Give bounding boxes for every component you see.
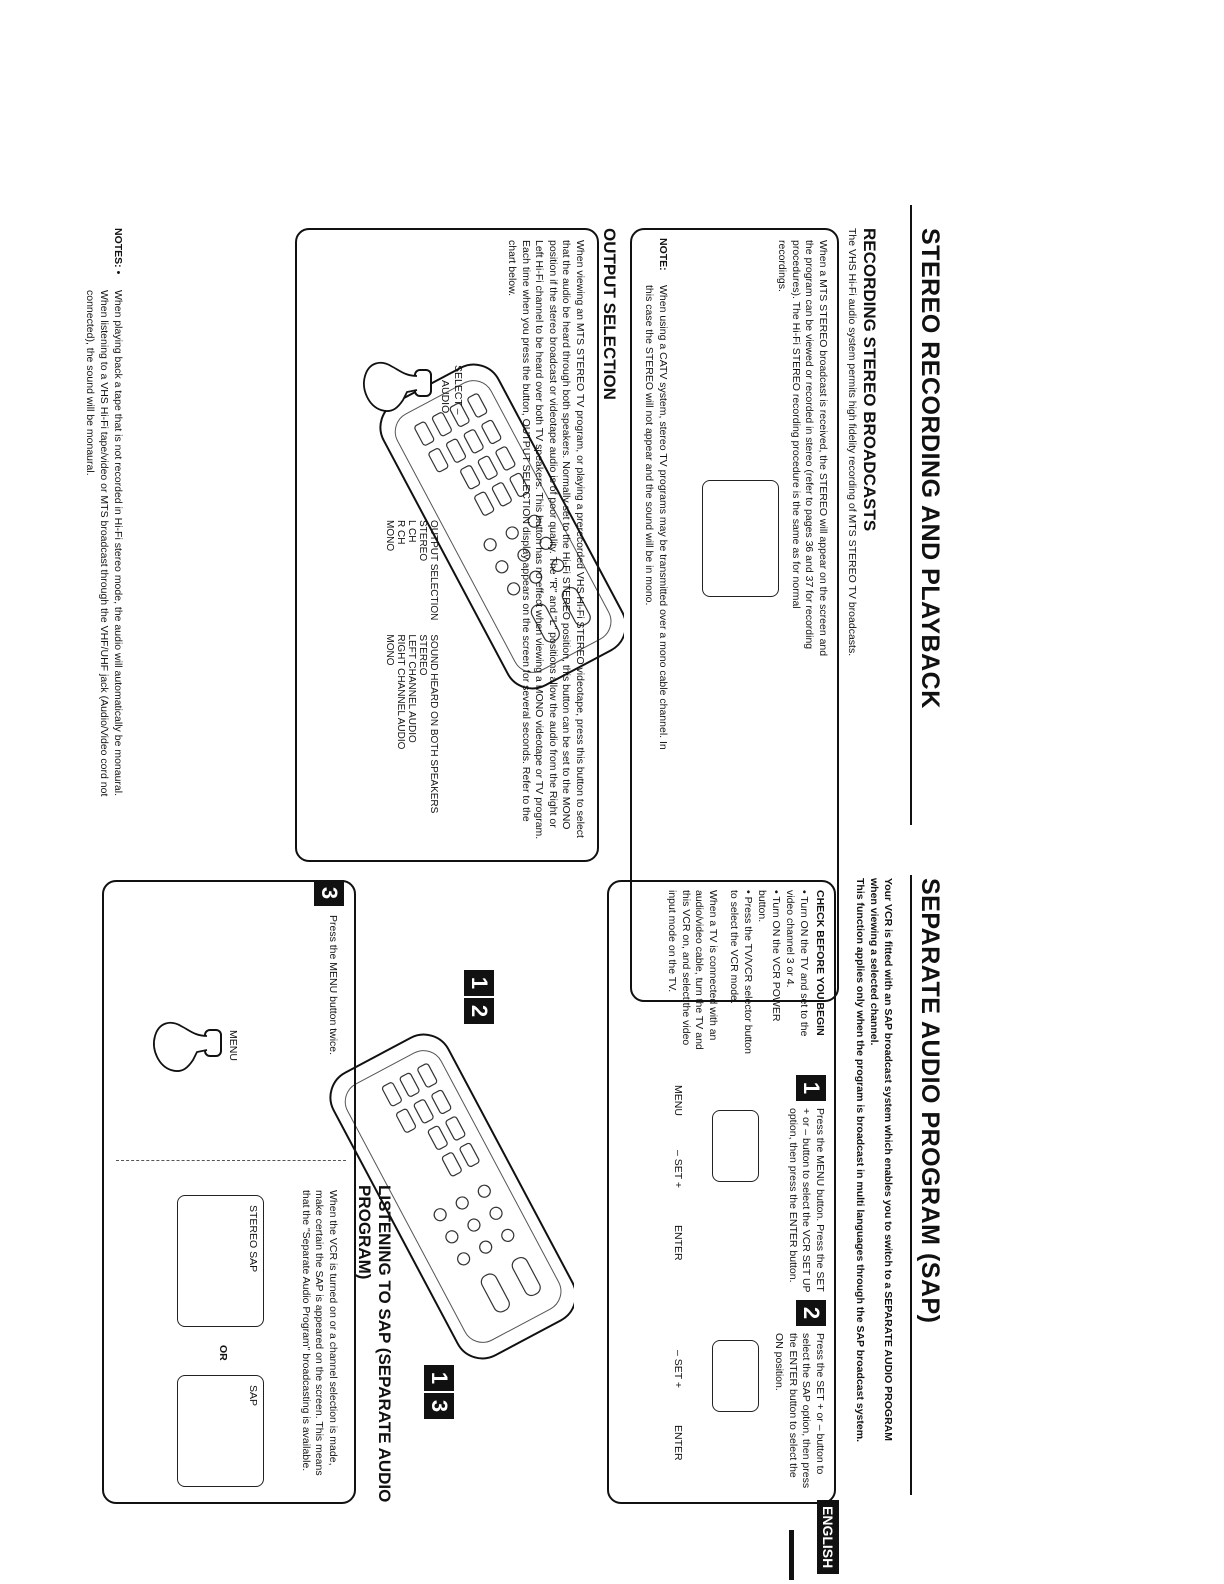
title-rule-right <box>910 875 912 1495</box>
recording-intro: The VHS Hi-Fi audio system permits high fidelity recording of MTS STEREO TV broadcasts. <box>846 228 858 657</box>
select-label: SELECT – <box>452 365 464 415</box>
english-badge: ENGLISH <box>817 1500 839 1574</box>
check-extra: When a TV is connected with an audio/video cable, turn the TV and this VCR on, and select the video input mode on the TV. <box>666 890 719 1050</box>
badge-a-1: 1 <box>464 970 494 996</box>
stereo-title: STEREO RECORDING AND PLAYBACK <box>916 228 944 709</box>
table-cell: LEFT CHANNEL AUDIO <box>406 634 417 743</box>
step1-label-enter: ENTER <box>672 1225 684 1261</box>
step3-number: 3 <box>314 880 344 906</box>
badge-b-3: 3 <box>424 1393 454 1419</box>
step1-screen <box>712 1110 759 1182</box>
table-cell: STEREO <box>417 520 428 562</box>
step1-text: Press the MENU button. Press the SET + or – button to select the VCR SET UP option, then press the ENTER button. <box>787 1108 826 1293</box>
table-header-output: OUTPUT SELECTION <box>428 520 439 621</box>
table-row <box>417 520 428 827</box>
step2-label-set: – SET + <box>672 1350 684 1389</box>
note-text: When using a CATV system, stereo TV programs may be transmitted over a mono cable channel. In this case the STEREO will not appear and the sound will be in mono. <box>643 285 669 750</box>
stereo-screen <box>702 480 779 597</box>
hand-menu-icon <box>149 1000 229 1090</box>
table-row <box>406 520 417 827</box>
notes-label: NOTES: • <box>112 228 124 275</box>
sap-screen-b-text: SAP <box>247 1385 259 1407</box>
table-cell: MONO <box>384 634 395 666</box>
check-item-1: • Turn ON the TV and set to the video channel 3 or 4. <box>784 890 810 1037</box>
notes-item-2: When listening to a VHS Hi-Fi tape/video or MTS broadcast through the VHF/UHF jack (Audio/Video cord not connected), the sound will be monaural. <box>84 290 110 797</box>
english-rule <box>789 1530 794 1580</box>
check-item-3: • Press the TV/VCR selector button to select the VCR mode. <box>728 890 754 1054</box>
step3-text: Press the MENU button twice. <box>327 915 339 1056</box>
table-cell: MONO <box>384 520 395 552</box>
step1-label-set: – SET + <box>672 1150 684 1189</box>
listen-body: When the VCR is turned on or a channel selection is made, make certain the SAP is appeared on the screen. This means that the "Separate Audio Program" broadcasting is available. <box>300 1190 339 1476</box>
menu-label: MENU <box>227 1030 239 1061</box>
notes-item-1: When playing back a tape that is not recorded in Hi-Fi stereo mode, the audio will automatically be monaural. <box>112 290 124 797</box>
check-item-2: • Turn ON the VCR POWER button. <box>756 890 782 1022</box>
sap-screen-a-text: STEREO SAP <box>247 1205 259 1273</box>
output-heading: OUTPUT SELECTION <box>600 228 619 400</box>
table-cell: STEREO <box>417 634 428 676</box>
table-row <box>384 520 395 827</box>
step2-number: 2 <box>796 1300 826 1326</box>
audio-label: AUDIO <box>439 380 451 414</box>
table-row <box>395 520 406 827</box>
table-cell: RIGHT CHANNEL AUDIO <box>395 634 406 750</box>
recording-body: When a MTS STEREO broadcast is received, the STEREO will appear on the screen and the program can be viewed or recorded in stereo (refer to pages 36 and 37 for recording procedures). The Hi-Fi STEREO recording procedure is the same as for normal recordings. <box>776 240 829 657</box>
table-cell: R CH <box>395 520 406 545</box>
table-header-sound: SOUND HEARD ON BOTH SPEAKERS <box>428 634 439 814</box>
sap-intro-2: This function applies only when the program is broadcast in multi languages through the SAP broadcast system. <box>854 878 866 1442</box>
table-cell: L CH <box>406 520 417 543</box>
output-table <box>384 520 439 827</box>
listen-heading: LISTENING TO SAP (SEPARATE AUDIO PROGRAM) <box>355 1185 394 1503</box>
sap-intro-bold: Your VCR is fitted with an SAP broadcast system which enables you to switch to a SEPARATE AUDIO PROGRAM when viewing a selected channel. <box>868 878 894 1442</box>
title-rule-left <box>910 205 912 825</box>
step1-label-menu: MENU <box>672 1085 684 1116</box>
step3-divider <box>116 1160 346 1162</box>
hand-press-icon <box>359 340 439 430</box>
or-label: OR <box>217 1345 229 1361</box>
step2-text: Press the SET + or – button to select the SAP option, then press the ENTER button to select the ON position. <box>773 1333 826 1489</box>
note-label: NOTE: <box>657 238 669 271</box>
check-heading: CHECK BEFORE YOU BEGIN <box>814 890 826 1036</box>
step1-number: 1 <box>796 1075 826 1101</box>
step2-screen <box>712 1340 759 1412</box>
recording-heading: RECORDING STEREO BROADCASTS <box>860 228 879 532</box>
badge-b-1: 1 <box>424 1365 454 1391</box>
output-body: When viewing an MTS STEREO TV program, or playing a prerecorded VHS Hi-Fi STEREO videotape, press this button to select that the audio be heard through both speakers. Normally set to the Hi-Fi STEREO position, this button can be set to the MONO position if the stereo broadcast or videotape audio is of poor quality. The "R" and "L" positions allow the audio from the Right or Left Hi-Fi channel to be heard over both TV speakers. This button has no effect when viewing a MONO videotape or TV program. Each time when you press the button, OUTPUT SELECTION display appears on the screen for several seconds. Refer to the chart below. <box>506 240 586 840</box>
sap-title: SEPARATE AUDIO PROGRAM (SAP) <box>916 878 944 1324</box>
badge-a-2: 2 <box>464 998 494 1024</box>
step2-label-enter: ENTER <box>672 1425 684 1461</box>
